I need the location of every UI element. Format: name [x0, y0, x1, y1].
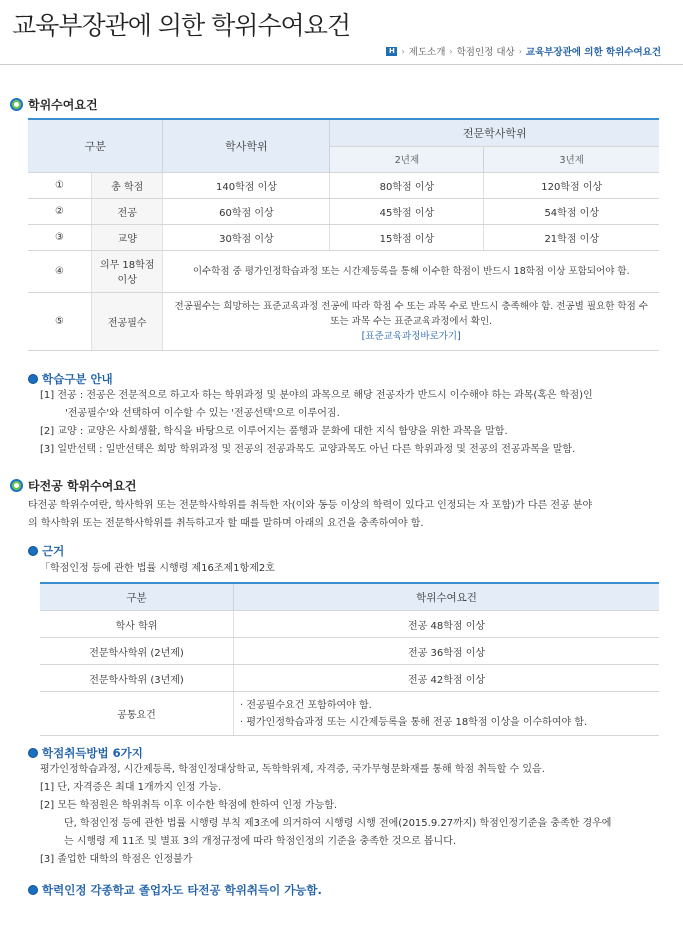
- section-heading: [10, 477, 137, 494]
- list-item: [2] 모든 학점원은 학위취득 이후 이수한 학점에 한하여 인정 가능함.: [40, 800, 338, 811]
- list-item: 는 시행령 제 11조 및 별표 3의 개정규정에 따라 학점인정의 기준을 충족한 것으로 봅니다.: [64, 836, 457, 847]
- cell-bachelor: 30학점 이상: [163, 224, 330, 250]
- table-row: [40, 692, 659, 736]
- breadcrumb: [386, 44, 661, 58]
- cell-2yr: 45학점 이상: [330, 198, 484, 224]
- section-title: 타전공 학위수여요건: [28, 479, 137, 493]
- cell-2yr: 80학점 이상: [330, 172, 484, 198]
- col-category: 구분: [28, 119, 163, 172]
- subsection-title: 학습구분 안내: [42, 372, 113, 386]
- other-major-requirements-table: [40, 582, 659, 736]
- bullet-dot-icon: [28, 546, 38, 556]
- subsection-title: 근거: [42, 544, 65, 558]
- chevron-right-icon: ›: [449, 46, 453, 56]
- methods-intro: 평가인정학습과정, 시간제등록, 학점인정대상학교, 독학학위제, 자격증, 국가무형문화재를 통해 학점 취득할 수 있음.: [40, 764, 545, 775]
- list-item: [2] 교양 : 교양은 사회생활, 학식을 바탕으로 이루어지는 품행과 문화에 대한 지식 함양을 위한 과목을 말함.: [40, 426, 508, 437]
- row-value: 전공 36학점 이상: [234, 638, 660, 665]
- common-item: · 평가인정학습과정 또는 시간제등록을 통해 전공 18학점 이상을 이수하여야 함.: [240, 716, 588, 728]
- col-associate: 전문학사학위: [330, 119, 659, 146]
- row-label: 교양: [92, 224, 163, 250]
- basis-text: 「학점인정 등에 관한 법률 시행령 제16조제1항제2호: [40, 563, 275, 574]
- subsection-heading: [28, 543, 64, 559]
- subsection-title: 학점취득방법 6가지: [42, 746, 143, 760]
- col-category: 구분: [40, 583, 234, 611]
- bullet-ring-icon: [10, 479, 23, 492]
- table-row: [40, 638, 659, 665]
- list-item: [1] 단, 자격증은 최대 1개까지 인정 가능.: [40, 782, 222, 793]
- breadcrumb-current: 교육부장관에 의한 학위수여요건: [525, 47, 661, 58]
- row-label: 의무 18학점 이상: [92, 250, 163, 292]
- col-2yr: 2년제: [330, 146, 484, 172]
- row-label: 공통요건: [40, 692, 234, 736]
- cell-bachelor: 60학점 이상: [163, 198, 330, 224]
- row-value: 전공 42학점 이상: [234, 665, 660, 692]
- bullet-dot-icon: [28, 748, 38, 758]
- list-item: [1] 전공 : 전공은 전문적으로 하고자 하는 학위과정 및 분야의 과목으로 해당 전공자가 반드시 이수해야 하는 과목(혹은 학점)인: [40, 390, 593, 401]
- subsection-title: 학력인정 각종학교 졸업자도 타전공 학위취득이 가능함.: [42, 883, 322, 897]
- subsection-heading: [28, 745, 143, 761]
- bullet-dot-icon: [28, 885, 38, 895]
- list-item: '전공필수'와 선택하여 이수할 수 있는 '전공선택'으로 이루어짐.: [65, 408, 340, 419]
- cell-bachelor: 140학점 이상: [163, 172, 330, 198]
- list-item: 단, 학점인정 등에 관한 법률 시행령 부칙 제3조에 의거하여 시행령 시행 전에(2015.9.27까지) 학점인정기준을 충족한 경우에: [64, 818, 612, 829]
- section-description: [28, 497, 673, 533]
- section-title: 학위수여요건: [28, 98, 98, 112]
- table-row: [40, 611, 659, 638]
- row-note: [163, 292, 659, 350]
- desc-line: 의 학사학위 또는 전문학사학위를 취득하고자 할 때를 말하며 아래의 요건을 충족하여야 함.: [28, 518, 424, 529]
- title-divider: [0, 64, 683, 65]
- list-item: [3] 졸업한 대학의 학점은 인정불가: [40, 854, 193, 865]
- page-title: 교육부장관에 의한 학위수여요건: [12, 11, 350, 40]
- chevron-right-icon: ›: [401, 46, 405, 56]
- table-row: [40, 665, 659, 692]
- row-label: 전문학사학위 (2년제): [40, 638, 234, 665]
- cell-3yr: 21학점 이상: [484, 224, 659, 250]
- degree-requirements-table: [28, 118, 659, 351]
- subsection-heading: [28, 371, 113, 387]
- standard-curriculum-link[interactable]: [표준교육과정바로가기]: [361, 330, 461, 342]
- subsection-heading: [28, 882, 322, 898]
- breadcrumb-item[interactable]: 학점인정 대상: [456, 47, 515, 58]
- row-note-text: 전공필수는 희망하는 표준교육과정 전공에 따라 학점 수 또는 과목 수로 반드시 충족해야 함. 전공별 필요한 학점 수 또는 과목 수는 표준교육과정에서 확인.: [174, 300, 648, 327]
- study-guide-list: [40, 387, 670, 459]
- cell-2yr: 15학점 이상: [330, 224, 484, 250]
- row-label: 총 학점: [92, 172, 163, 198]
- table-row: [28, 250, 659, 292]
- row-value: 전공 48학점 이상: [234, 611, 660, 638]
- row-label: 전공: [92, 198, 163, 224]
- row-num: ④: [28, 250, 92, 292]
- row-num: ①: [28, 172, 92, 198]
- home-icon[interactable]: H: [386, 47, 397, 56]
- table-row: [28, 198, 659, 224]
- table-row: [28, 224, 659, 250]
- breadcrumb-item[interactable]: 제도소개: [408, 47, 446, 58]
- list-item: [3] 일반선택 : 일반선택은 희망 학위과정 및 전공의 전공과목도 교양과목도 아닌 다른 학위과정 및 전공의 전공과목을 말함.: [40, 444, 576, 455]
- col-bachelor: 학사학위: [163, 119, 330, 172]
- cell-3yr: 54학점 이상: [484, 198, 659, 224]
- cell-3yr: 120학점 이상: [484, 172, 659, 198]
- row-label: 학사 학위: [40, 611, 234, 638]
- row-note: 이수학점 중 평가인정학습과정 또는 시간제등록을 통해 이수한 학점이 반드시 18학점 이상 포함되어야 함.: [163, 250, 659, 292]
- col-requirement: 학위수여요건: [234, 583, 660, 611]
- table-row: [28, 172, 659, 198]
- row-value: [234, 692, 660, 736]
- desc-line: 타전공 학위수여란, 학사학위 또는 전문학사학위를 취득한 자(이와 동등 이상의 학력이 있다고 인정되는 자 포함)가 다른 전공 분야: [28, 500, 593, 511]
- row-num: ②: [28, 198, 92, 224]
- methods-list: [40, 761, 670, 869]
- row-label: 전공필수: [92, 292, 163, 350]
- bullet-dot-icon: [28, 374, 38, 384]
- section-heading: [10, 96, 98, 113]
- bullet-ring-icon: [10, 98, 23, 111]
- row-num: ⑤: [28, 292, 92, 350]
- row-label: 전문학사학위 (3년제): [40, 665, 234, 692]
- common-item: · 전공필수요건 포함하여야 함.: [240, 699, 372, 711]
- row-num: ③: [28, 224, 92, 250]
- col-3yr: 3년제: [484, 146, 659, 172]
- chevron-right-icon: ›: [518, 46, 522, 56]
- table-row: [28, 292, 659, 350]
